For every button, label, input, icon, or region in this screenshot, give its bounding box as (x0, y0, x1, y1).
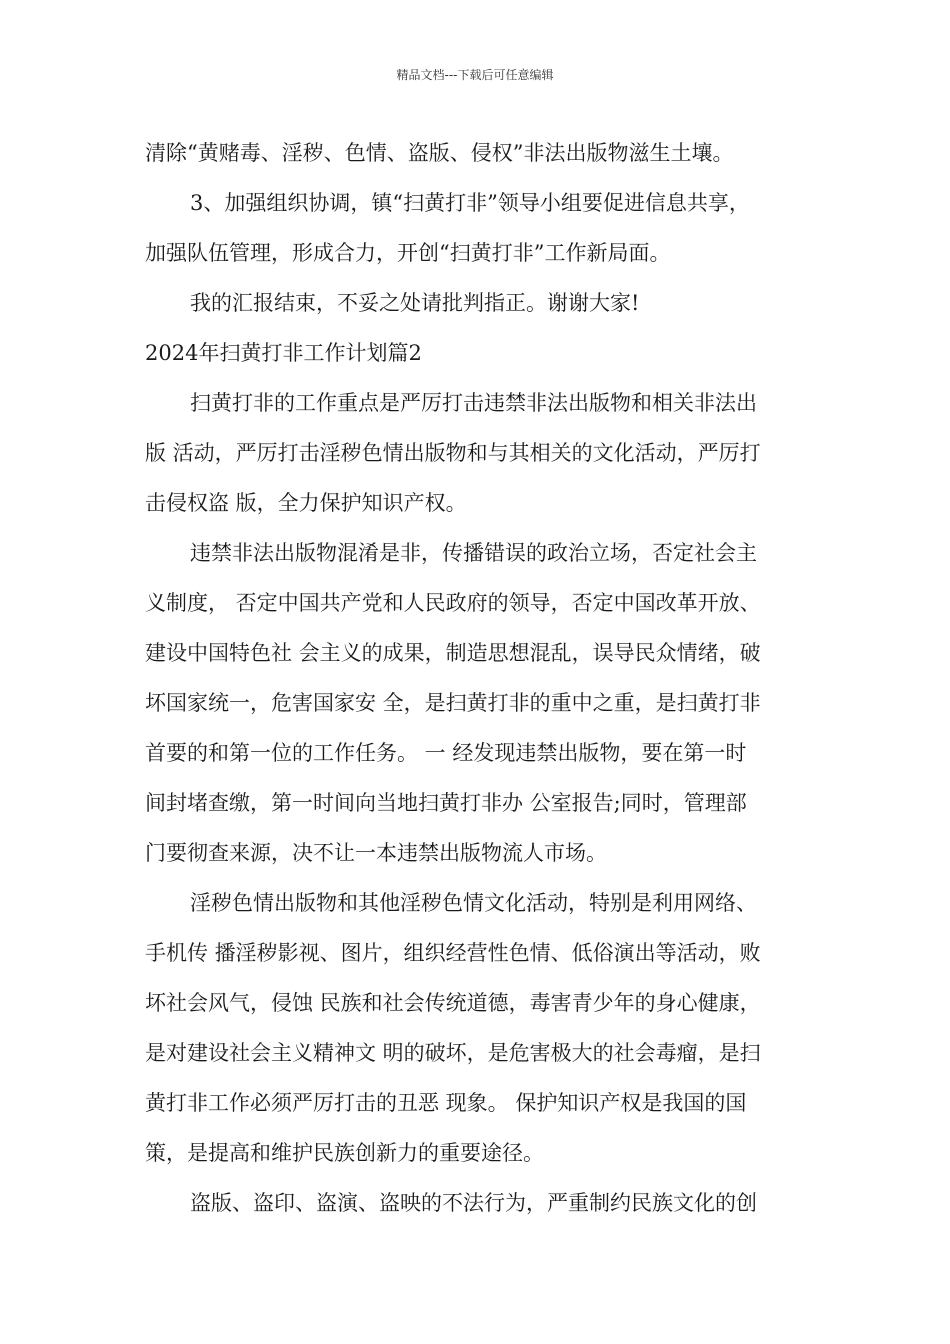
section-heading: 2024年扫黄打非工作计划篇2 (145, 341, 422, 365)
text-line: 版 活动，严厉打击淫秽色情出版物和与其相关的文化活动，严厉打 (145, 441, 761, 465)
page-header: 精品文档---下载后可任意编辑 (396, 68, 554, 82)
text-line: 门要彻查来源，决不让一本违禁出版物流人市场。 (145, 841, 607, 865)
text-line: 加强队伍管理，形成合力，开创“扫黄打非”工作新局面。 (145, 241, 671, 265)
text-line: 扫黄打非的工作重点是严厉打击违禁非法出版物和相关非法出 (190, 391, 757, 415)
text-line: 违禁非法出版物混淆是非，传播错误的政治立场，否定社会主 (190, 541, 757, 565)
text-line: 间封堵查缴，第一时间向当地扫黄打非办 公室报告;同时，管理部 (145, 791, 747, 815)
text-line: 首要的和第一位的工作任务。 一 经发现违禁出版物，要在第一时 (145, 741, 747, 765)
text-line: 是对建设社会主义精神文 明的破坏，是危害极大的社会毒瘤，是扫 (145, 1041, 761, 1065)
text-line: 义制度， 否定中国共产党和人民政府的领导，否定中国改革开放、 (145, 591, 761, 615)
text-line: 3、加强组织协调，镇“扫黄打非”领导小组要促进信息共享， (190, 191, 750, 215)
text-line: 我的汇报结束，不妥之处请批判指正。谢谢大家! (190, 291, 640, 315)
text-line: 淫秽色情出版物和其他淫秽色情文化活动，特别是利用网络、 (190, 891, 757, 915)
text-line: 建设中国特色社 会主义的成果，制造思想混乱，误导民众情绪，破 (145, 641, 761, 665)
text-line: 手机传 播淫秽影视、图片，组织经营性色情、低俗演出等活动，败 (145, 941, 761, 965)
text-line: 坏国家统一，危害国家安 全，是扫黄打非的重中之重，是扫黄打非 (145, 691, 761, 715)
text-line: 盗版、盗印、盗演、盗映的不法行为，严重制约民族文化的创 (190, 1191, 757, 1215)
text-line: 策，是提高和维护民族创新力的重要途径。 (145, 1141, 544, 1165)
text-line: 清除“黄赌毒、淫秽、色情、盗版、侵权”非法出版物滋生土壤。 (145, 141, 734, 165)
text-line: 黄打非工作必须严厉打击的丑恶 现象。 保护知识产权是我国的国 (145, 1091, 747, 1115)
text-line: 坏社会风气，侵蚀 民族和社会传统道德，毒害青少年的身心健康， (145, 991, 761, 1015)
text-line: 击侵权盗 版，全力保护知识产权。 (145, 491, 467, 515)
